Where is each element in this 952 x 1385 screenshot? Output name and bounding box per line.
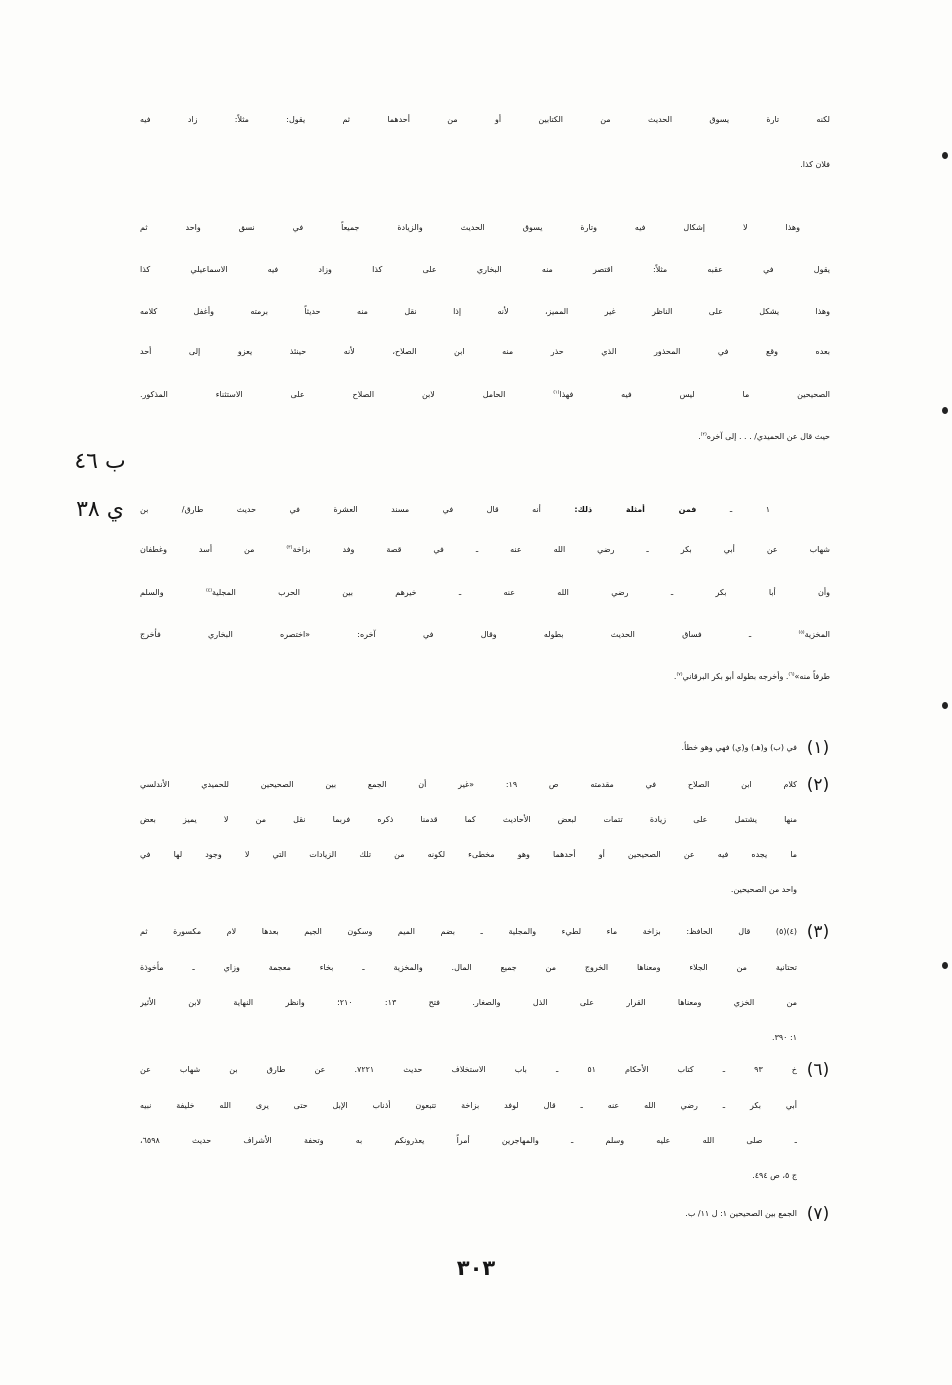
body-line	[140, 490, 770, 530]
body-line	[140, 615, 830, 655]
body-text: أنه قال في مسند العشرة في حديث طارق/ بن	[140, 505, 575, 514]
body-text: وهذا لا إشكال فيه وتارة يسوق الحديث والزيادة جميعاً في نسق واحد ثم	[140, 223, 800, 232]
body-line	[140, 417, 830, 457]
footnote-line: منها يشتمل على زيادة تتمات لبعض الأحاديث كما قدمنا ذكره فربما نقل من لا يميز بعض	[140, 815, 797, 824]
body-text: فلان كذا.	[800, 160, 830, 169]
body-text: ـ فساق الحديث بطوله وقال في آخره: «اختصره البخاري فأخرج	[140, 630, 799, 639]
body-text: يقول في عقبه مثلاً: اقتصر منه البخاري على كذا وزاد فيه الاسماعيلي كذا	[140, 265, 830, 274]
footnote-line: ١: ٣٩٠.	[772, 1033, 797, 1042]
body-text: بعده وقع في المحذور الذي حذر منه ابن الصلاح، لأنه حينئذ يعزو إلى أحد	[140, 347, 830, 356]
footnote-line: خ ٩٣ ـ كتاب الأحكام ٥١ ـ باب الاستخلاف حديث ٧٢٢١. عن طارق بن شهاب عن	[140, 1065, 797, 1074]
footnote-line: (٤)(٥) قال الحافظ: بزاخة ماء لطيء والمجلية ـ بضم الميم وسكون الجيم بعدها لام مكسورة ثم	[140, 927, 797, 936]
body-text: وهذا يشكل على الناظر غير المميز، لأنه إذا نقل منه حديثاً برمته وأغفل كلامه	[140, 307, 830, 316]
body-text: والسلم	[140, 588, 206, 597]
footnote-line: ـ صلى الله عليه وسلم ـ والمهاجرين أمراً يعذرونكم به وتحفة الأشراف حديث ٦٥٩٨،	[140, 1136, 797, 1145]
body-text: ١ ـ	[696, 505, 770, 514]
footnote-ref-marker: (٧)	[676, 672, 683, 678]
footnote-line: من الخزي ومعناها القرار على الذل والصغار. فتح ١٣: ٢١٠؛ وانظر النهاية لابن الأثير	[140, 998, 797, 1007]
manuscript-folio-note: ي ٣٨	[76, 497, 124, 522]
footnote-line: الجمع بين الصحيحين ١: ل ١١/ ب.	[685, 1209, 797, 1218]
body-line	[140, 292, 830, 332]
body-text: . وأخرجه بطوله أبو بكر البرقاني	[682, 672, 789, 681]
body-text: وأن أبا بكر ـ رضي الله عنه ـ خيرهم بين الحرب المجلية	[212, 588, 830, 597]
body-line	[140, 530, 830, 570]
body-line	[140, 250, 830, 290]
body-text: الحامل لابن الصلاح على الاستثناء المذكور.	[140, 390, 554, 399]
footnote-line: واحد من الصحيحين.	[730, 885, 797, 894]
footnote-line: كلام ابن الصلاح في مقدمته ص ١٩: «غير أن الجمع بين الصحيحين للحميدي الأندلسي	[140, 780, 797, 789]
footnote-line: تحتانية من الجلاء ومعناها الخروج من جميع المال. والمخزية ـ بخاء معجمة وزاي ـ مأخوذة	[140, 963, 797, 972]
scan-mark	[942, 962, 948, 969]
manuscript-folio-note: ب ٤٦	[74, 449, 126, 474]
footnote-line: ج ٥، ص ٤٩٤.	[752, 1171, 797, 1180]
footnote-ref-marker: (٣)	[286, 545, 293, 551]
body-text: حيث قال عن الحميدي/ . . . إلى آخره	[706, 432, 830, 441]
footnote-marker: (٢)	[806, 775, 830, 795]
footnote-marker: (٧)	[806, 1204, 830, 1224]
body-line	[140, 657, 830, 697]
footnote-line: في (ب) و(هـ) و(ي) فهي وهو خطأ.	[681, 743, 797, 752]
body-line	[140, 332, 830, 372]
scan-mark	[942, 407, 948, 414]
body-line	[140, 208, 800, 248]
body-text: لكنه تارة يسوق الحديث من الكتابين أو من أحدهما ثم يقول: مثلاً: زاد فيه	[140, 115, 830, 124]
body-line	[140, 573, 830, 613]
body-text: طرفاً منه»	[794, 672, 830, 681]
body-text: من أسد وغطفان	[140, 545, 287, 554]
footnote-marker: (٣)	[806, 922, 830, 942]
body-text: المخزية	[804, 630, 830, 639]
footnote-ref-marker: (٢)	[700, 432, 707, 438]
section-lead-heading: فمن أمثلة ذلك:	[574, 505, 697, 514]
body-text: شهاب عن أبي بكر ـ رضي الله عنه ـ في قصة وفد بزاخة	[292, 545, 830, 554]
body-text: الصحيحين ما ليس فيه فهذا	[559, 390, 830, 399]
body-text: .	[698, 432, 701, 441]
footnote-line: أبي بكر ـ رضي الله عنه ـ قال لوفد بزاخة تتبعون أذناب الإبل حتى يرى الله خليفة نبيه	[140, 1101, 797, 1110]
footnote-ref-marker: (٤)	[205, 588, 213, 594]
body-line	[140, 375, 830, 415]
footnote-marker: (٦)	[806, 1060, 830, 1080]
footnote-line: ما يجده فيه عن الصحيحين أو أحدهما وهو مخطىء لكونه من تلك الزيادات التي لا وجود لها في	[140, 850, 797, 859]
body-line	[140, 145, 830, 185]
page-number: ٣٠٣	[456, 1256, 496, 1280]
body-text: .	[673, 672, 677, 681]
footnote-ref-marker: (٥)	[798, 630, 805, 636]
scan-mark	[942, 702, 948, 709]
scan-mark	[942, 152, 948, 159]
footnote-ref-marker: (٦)	[788, 672, 795, 678]
body-line	[140, 100, 830, 140]
footnote-marker: (١)	[806, 738, 830, 758]
footnote-ref-marker: (١)	[553, 390, 560, 396]
